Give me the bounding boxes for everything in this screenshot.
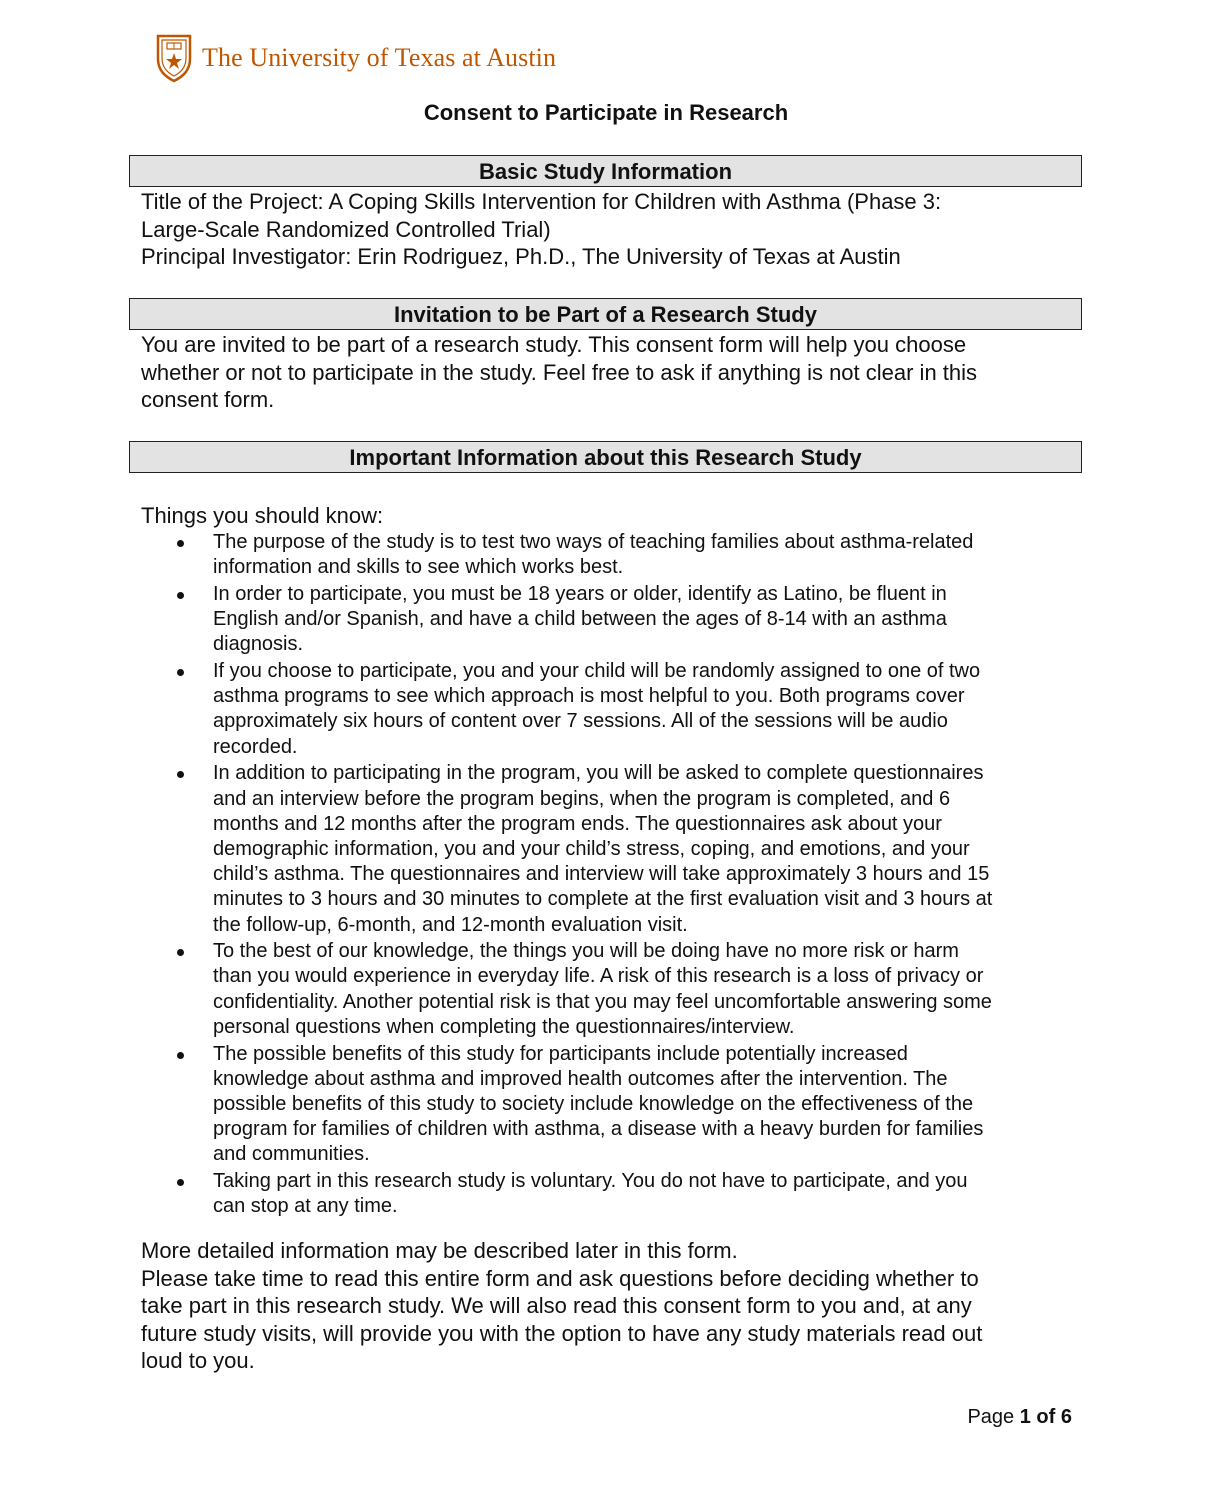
bullet-line: and an interview before the program begins, when the program is completed, and 6: [213, 787, 951, 810]
page-number: [967, 1406, 1072, 1429]
section-heading-basic: Basic Study Information: [129, 155, 1082, 187]
list-item: [141, 1042, 1076, 1168]
closing-line: take part in this research study. We will also read this consent form to you and, at any: [141, 1293, 972, 1318]
list-item: [141, 530, 1076, 580]
bullet-line: Taking part in this research study is voluntary. You do not have to participate, and you: [213, 1170, 968, 1193]
bullet-line: months and 12 months after the program ends. The questionnaires ask about your: [213, 812, 942, 835]
bullet-line: program for families of children with asthma, a disease with a heavy burden for families: [213, 1118, 984, 1141]
bullet-line: asthma programs to see which approach is most helpful to you. Both programs cover: [213, 685, 965, 708]
list-item: [141, 659, 1076, 760]
closing-line: Please take time to read this entire form and ask questions before deciding whether to: [141, 1265, 979, 1291]
bullet-line: diagnosis.: [213, 633, 304, 656]
intro-line: Things you should know:: [141, 503, 384, 528]
bullet-line: possible benefits of this study to society include knowledge on the effectiveness of the: [213, 1092, 974, 1115]
bullet-icon: [177, 771, 184, 778]
bullet-line: minutes to 3 hours and 30 minutes to complete at the first evaluation visit and 3 hours at: [213, 888, 993, 911]
bullet-line: the follow-up, 6-month, and 12-month evaluation visit.: [213, 913, 688, 936]
closing-line: loud to you.: [141, 1348, 255, 1373]
bullet-line: information and skills to see which works best.: [213, 556, 624, 579]
page-label: Page: [967, 1406, 1015, 1428]
bullet-line: can stop at any time.: [213, 1195, 398, 1218]
bullet-icon: [177, 1052, 184, 1059]
principal-investigator: Principal Investigator: Erin Rodriguez, Ph.D., The University of Texas at Austin: [141, 244, 901, 269]
ut-seal-icon: [154, 33, 194, 83]
project-title-line-1: Title of the Project: A Coping Skills Intervention for Children with Asthma (Phase 3:: [141, 189, 942, 214]
invitation-text: [141, 331, 1076, 414]
bullet-icon: [177, 1179, 184, 1186]
section-heading-important: Important Information about this Research Study: [129, 441, 1082, 473]
list-item: [141, 1169, 1076, 1219]
page-total: 6: [1060, 1406, 1072, 1428]
bullet-line: The purpose of the study is to test two ways of teaching families about asthma-related: [213, 531, 974, 553]
bullet-icon: [177, 592, 184, 599]
invitation-line: whether or not to participate in the study. Feel free to ask if anything is not clear in this: [141, 359, 978, 385]
closing-line: future study visits, will provide you with the option to have any study materials read out: [141, 1320, 983, 1346]
things-to-know-intro: [141, 502, 1076, 530]
page-current: 1: [1019, 1406, 1031, 1428]
bullet-line: child’s asthma. The questionnaires and interview will take approximately 3 hours and 15: [213, 863, 990, 886]
bullet-line: In order to participate, you must be 18 years or older, identify as Latino, be fluent in: [213, 582, 947, 605]
bullet-line: and communities.: [213, 1143, 370, 1166]
bullet-line: In addition to participating in the program, you will be asked to complete questionnaires: [213, 762, 984, 785]
basic-study-info: [141, 188, 1076, 271]
bullet-line: confidentiality. Another potential risk is that you may feel uncomfortable answering some: [213, 990, 992, 1013]
bullet-line: demographic information, you and your child’s stress, coping, and emotions, and your: [213, 837, 970, 860]
bullet-line: The possible benefits of this study for participants include potentially increased: [213, 1042, 908, 1065]
bullet-line: To the best of our knowledge, the things you will be doing have no more risk or harm: [213, 940, 959, 963]
invitation-line: You are invited to be part of a research study. This consent form will help you choose: [141, 332, 967, 357]
document-title: Consent to Participate in Research: [423, 100, 789, 125]
bullet-icon: [177, 669, 184, 676]
list-item: [141, 939, 1076, 1040]
university-logo: [154, 32, 556, 84]
invitation-line: consent form.: [141, 387, 275, 412]
bullet-line: approximately six hours of content over 7 sessions. All of the sessions will be audio: [213, 710, 948, 733]
section-heading-invitation: Invitation to be Part of a Research Study: [129, 298, 1082, 330]
page-of: of: [1036, 1406, 1056, 1428]
bullet-line: knowledge about asthma and improved health outcomes after the intervention. The: [213, 1067, 948, 1090]
bullet-icon: [177, 949, 184, 956]
bullet-line: English and/or Spanish, and have a child between the ages of 8-14 with an asthma: [213, 608, 947, 631]
project-title-line-2: Large-Scale Randomized Controlled Trial): [141, 216, 551, 242]
list-item: [141, 761, 1076, 937]
bullet-icon: [177, 540, 184, 547]
bullet-line: recorded.: [213, 735, 298, 758]
closing-line: More detailed information may be described later in this form.: [141, 1238, 738, 1263]
bullet-line: personal questions when completing the questionnaires/interview.: [213, 1015, 795, 1038]
bullet-line: If you choose to participate, you and your child will be randomly assigned to one of two: [213, 660, 981, 683]
bullet-line: than you would experience in everyday life. A risk of this research is a loss of privacy or: [213, 965, 984, 988]
list-item: [141, 582, 1076, 658]
university-name: The University of Texas at Austin: [202, 43, 557, 72]
key-points-list: [141, 530, 1076, 1221]
closing-text: [141, 1237, 1076, 1375]
